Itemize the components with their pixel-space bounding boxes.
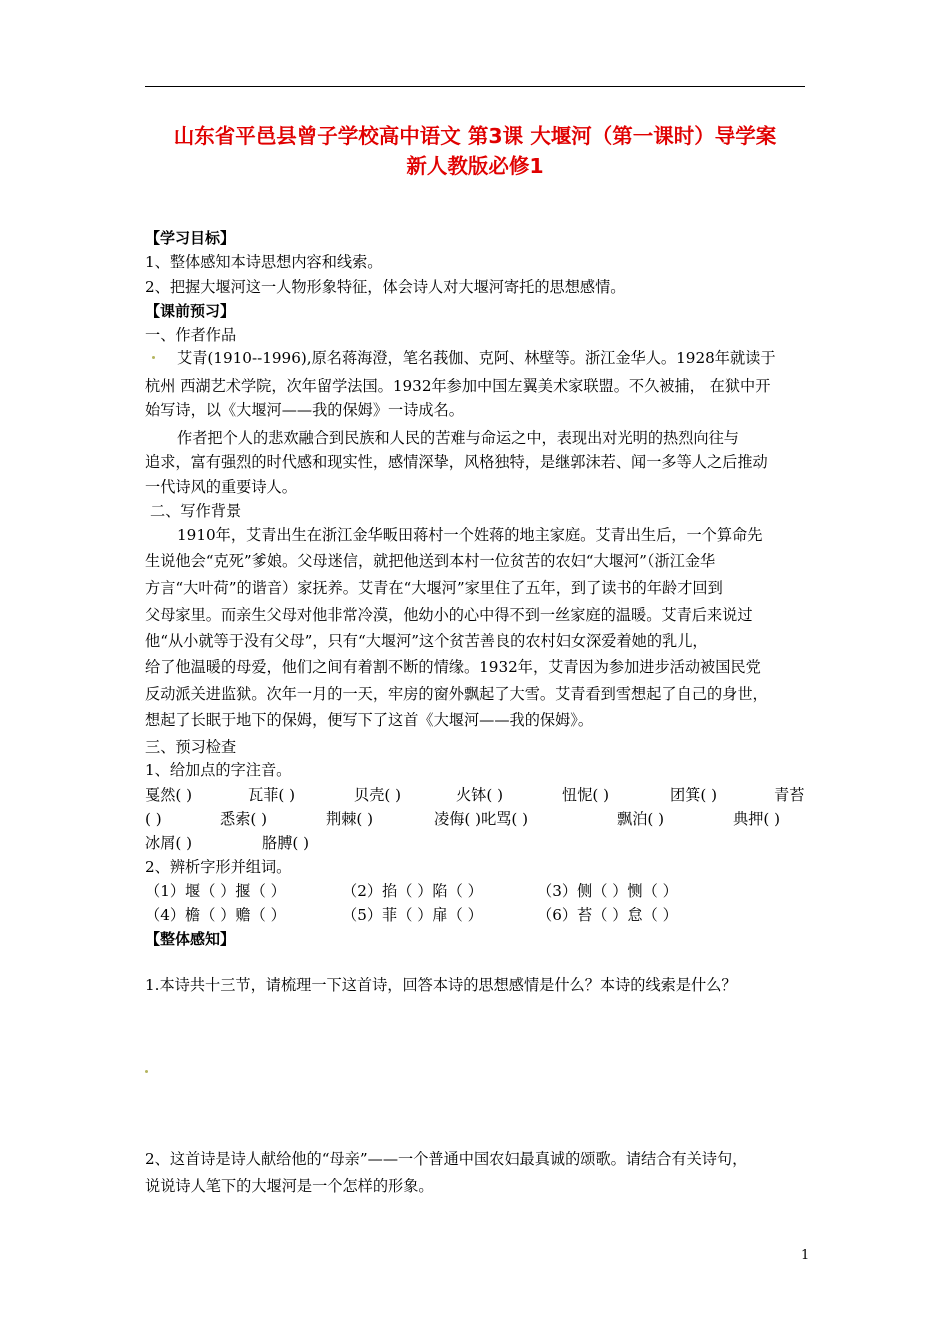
background-line7: 反动派关进监狱。次年一月的一天，牢房的窗外飘起了大雪。艾青看到雪想起了自己的身世， xyxy=(145,685,768,703)
overall-question-2-line1: 2、这首诗是诗人献给他的“母亲”——一个普通中国农妇最真诚的颂歌。请结合有关诗句， xyxy=(145,1150,748,1168)
check-question-2: 2、辨析字形并组词。 xyxy=(145,858,292,876)
background-line3: 方言“大叶荷”的谐音）家抚养。艾青在“大堰河”家里住了五年，到了读书的年龄才回到 xyxy=(145,579,723,597)
glyph-row-2 xyxy=(0,904,950,926)
stray-dot-mark xyxy=(145,1070,148,1073)
background-line4: 父母家里。而亲生父母对他非常冷漠，他幼小的心中得不到一丝家庭的温暖。艾青后来说过 xyxy=(145,606,753,624)
overall-question-1: 1.本诗共十三节，请梳理一下这首诗，回答本诗的思想感情是什么？本诗的线索是什么？ xyxy=(145,976,737,994)
pinyin-item: 典押( ) xyxy=(733,810,781,828)
preview-heading: 【课前预习】 xyxy=(145,302,236,320)
background-heading: 二、写作背景 xyxy=(150,502,242,520)
author-heading: 一、作者作品 xyxy=(145,326,237,344)
pinyin-item: 胳膊( ) xyxy=(262,834,310,852)
glyph-row-1 xyxy=(0,880,950,902)
author-para2-line3: 一代诗风的重要诗人。 xyxy=(145,478,297,496)
glyph-item: （4）檐（ ）赡（ ） xyxy=(145,906,286,924)
pinyin-item: 火钵( ) xyxy=(456,786,504,804)
glyph-item: （3）侧（ ）恻（ ） xyxy=(537,882,678,900)
glyph-item: （6）苔（ ）怠（ ） xyxy=(537,906,678,924)
author-para1-line2: 杭州 西湖艺术学院，次年留学法国。1932年参加中国左翼美术家联盟。不久被捕， 在狱中开 xyxy=(145,377,771,395)
pinyin-row-3 xyxy=(0,832,950,854)
pinyin-item: 悉索( ) xyxy=(220,810,268,828)
author-para2-line2: 追求，富有强烈的时代感和现实性，感情深挚，风格独特，是继郭沫若、闻一多等人之后推动 xyxy=(145,453,768,471)
pinyin-item: 青苔 xyxy=(774,786,805,804)
pinyin-item: 戛然( ) xyxy=(145,786,193,804)
pinyin-item: ( ) xyxy=(145,810,162,828)
header-rule xyxy=(145,86,805,87)
document-title-line2: 新人教版必修1 xyxy=(406,154,544,178)
page-number: 1 xyxy=(801,1248,810,1263)
glyph-item: （1）堰（ ）揠（ ） xyxy=(145,882,286,900)
background-line5: 他“从小就等于没有父母”，只有“大堰河”这个贫苦善良的农村妇女深爱着她的乳儿， xyxy=(145,632,708,650)
pinyin-item: 瓦菲( ) xyxy=(248,786,296,804)
check-question-1: 1、给加点的字注音。 xyxy=(145,761,292,779)
overall-question-2-line2: 说说诗人笔下的大堰河是一个怎样的形象。 xyxy=(145,1177,434,1195)
glyph-item: （2）掐（ ）陷（ ） xyxy=(342,882,483,900)
stray-dot-mark xyxy=(152,356,155,359)
author-para1-line3: 始写诗，以《大堰河——我的保姆》一诗成名。 xyxy=(145,401,464,419)
background-line1: 1910年，艾青出生在浙江金华畈田蒋村一个姓蒋的地主家庭。艾青出生后，一个算命先 xyxy=(177,526,763,544)
author-para1-line1: 艾青(1910--1996),原名蒋海澄，笔名莪伽、克阿、林壁等。浙江金华人。1928年就读于 xyxy=(177,349,776,367)
background-line2: 生说他会“克死”爹娘。父母迷信，就把他送到本村一位贫苦的农妇“大堰河”（浙江金华 xyxy=(145,552,716,570)
author-para2-line1: 作者把个人的悲欢融合到民族和人民的苦难与命运之中，表现出对光明的热烈向往与 xyxy=(177,429,739,447)
pinyin-item: 凌侮( )叱骂( ) xyxy=(434,810,529,828)
pinyin-row-1 xyxy=(0,784,950,806)
pinyin-item: 忸怩( ) xyxy=(562,786,610,804)
background-line6: 给了他温暖的母爱，他们之间有着割不断的情缘。1932年，艾青因为参加进步活动被国民党 xyxy=(145,658,761,676)
pinyin-item: 贝壳( ) xyxy=(354,786,402,804)
goals-heading: 【学习目标】 xyxy=(145,229,236,247)
pinyin-row-2 xyxy=(0,808,950,830)
background-line8: 想起了长眠于地下的保姆，便写下了这首《大堰河——我的保姆》。 xyxy=(145,711,594,729)
pinyin-item: 冰屑( ) xyxy=(145,834,193,852)
document-title-line1: 山东省平邑县曾子学校高中语文 第3课 大堰河（第一课时）导学案 xyxy=(173,124,777,148)
pinyin-item: 荆棘( ) xyxy=(326,810,374,828)
goal-item-2: 2、把握大堰河这一人物形象特征，体会诗人对大堰河寄托的思想感情。 xyxy=(145,278,626,296)
pinyin-item: 飘泊( ) xyxy=(617,810,665,828)
check-heading: 三、预习检查 xyxy=(145,738,237,756)
glyph-item: （5）菲（ ）扉（ ） xyxy=(342,906,483,924)
pinyin-item: 团箕( ) xyxy=(670,786,718,804)
overall-heading: 【整体感知】 xyxy=(145,930,236,948)
goal-item-1: 1、整体感知本诗思想内容和线索。 xyxy=(145,253,383,271)
